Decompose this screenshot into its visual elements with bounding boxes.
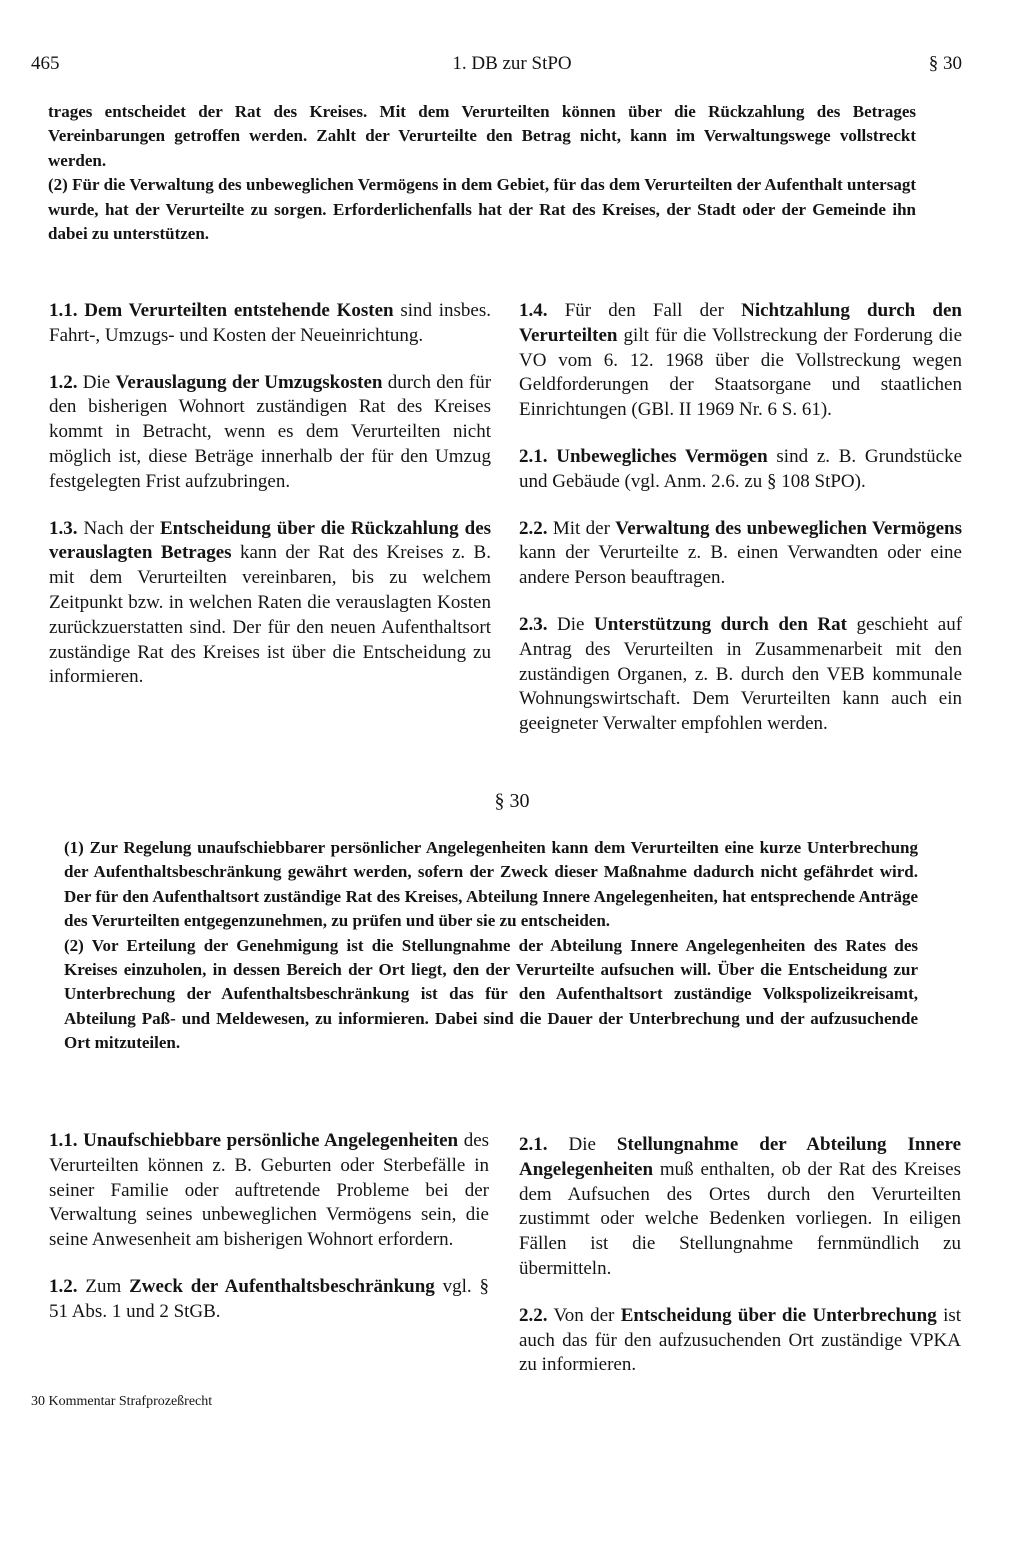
note-text: gilt für die Vollstreckung der Forderung die VO vom 6. 12. 1968 über die Vollstreckung wegen Geldforderungen der Staatsorgane und staatlichen Einrichtungen (GBl. II 1969 Nr. 6 S. 61). — [519, 324, 962, 421]
commentary-note — [49, 517, 491, 691]
note-pretext: Mit der — [552, 517, 610, 539]
commentary-note — [519, 299, 962, 423]
commentary-column-right — [519, 1133, 961, 1378]
law-paragraph: (1) Zur Regelung unaufschiebbarer persönlicher Angelegenheiten kann dem Verurteilten eine kurze Unterbrechung der Aufenthaltsbeschränkung gewährt werden, sofern der Zweck dieser Maßnahme dadurch nicht gefährdet wird. Der für den Aufenthaltsort zuständige Rat des Kreises, Abteilung Innere Angelegenheiten, hat entsprechende Anträge des Verurteilten entgegenzunehmen, zu prüfen und über sie zu entscheiden. — [64, 838, 918, 931]
note-text: vgl. § 51 Abs. 1 und 2 StGB. — [49, 1275, 490, 1322]
note-pretext: Die — [568, 1134, 596, 1155]
note-keyword: Verauslagung der Umzugskosten — [115, 371, 383, 393]
note-text: kann der Verurteilte z. B. einen Verwandten oder eine andere Person beauftragen. — [519, 542, 962, 589]
note-keyword: Dem Verurteilten entstehende Kosten — [84, 300, 394, 321]
note-number: 1.4. — [519, 300, 548, 321]
commentary-note — [49, 299, 491, 349]
note-text: ist auch das für den aufzusuchenden Ort zuständige VPKA zu informieren. — [519, 1304, 962, 1376]
note-number: 2.2. — [519, 517, 548, 539]
note-keyword: Entscheidung über die Unterbrechung — [620, 1304, 937, 1326]
note-pretext: Die — [82, 371, 111, 393]
note-number: 1.3. — [49, 517, 78, 539]
law-paragraph: (2) Für die Verwaltung des unbeweglichen Vermögens in dem Gebiet, für das dem Verurteilten der Aufenthalt untersagt wurde, hat der Verurteilte zu sorgen. Erforderlichenfalls hat der Rat des Kreises, der Stadt oder der Gemeinde ihn dabei zu unterstützen. — [48, 175, 916, 244]
note-pretext: Zum — [85, 1275, 122, 1297]
commentary-note — [519, 517, 962, 591]
commentary-note — [49, 1275, 489, 1325]
note-text: sind z. B. Grundstücke und Gebäude (vgl. Anm. 2.6. zu § 108 StPO). — [519, 445, 963, 492]
note-keyword: Stellungnahme der Abteilung Innere Angelegenheiten — [519, 1134, 962, 1180]
note-keyword: Entscheidung über die Rückzahlung des verauslagten Betrages — [49, 517, 492, 564]
note-text: muß enthalten, ob der Rat des Kreises dem Aufsuchen des Ortes durch den Verurteilten zustimmt oder welche Bedenken vorliegen. In eiligen Fällen ist die Stellungnahme fernmündlich zu übermitteln. — [519, 1158, 962, 1279]
commentary-note — [519, 1304, 961, 1378]
running-title: 1. DB zur StPO — [452, 53, 572, 74]
commentary-note — [49, 1129, 489, 1253]
law-text-section-30 — [64, 836, 918, 1056]
note-keyword: Zweck der Aufenthaltsbeschränkung — [129, 1275, 435, 1297]
note-text: geschieht auf Antrag des Verurteilten in Zusammenarbeit mit den zuständigen Organen, z. B. durch den VEB kommunale Wohnungswirtschaft. Dem Verurteilten kann auch ein geeigneter Verwalter empfohlen werden. — [519, 613, 963, 735]
note-number: 1.2. — [49, 371, 78, 393]
note-number: 2.3. — [519, 613, 548, 635]
note-keyword: Verwaltung des unbeweglichen Vermögens — [615, 517, 963, 539]
note-text: kann der Rat des Kreises z. B. mit dem Verurteilten vereinbaren, bis zu welchem Zeitpunkt bzw. in welchen Raten die verauslagten Kosten zurückzuerstatten sind. Der für den neuen Aufenthaltsort zuständige Rat des Kreises ist über die Entscheidung zu informieren. — [49, 542, 491, 688]
commentary-note — [519, 445, 962, 495]
commentary-column-left — [49, 299, 491, 690]
section-reference: § 30 — [928, 53, 962, 74]
commentary-note — [519, 1133, 961, 1282]
note-number: 1.1. — [49, 1130, 78, 1151]
note-text: durch den für den bisherigen Wohnort zuständigen Rat des Kreises kommt in Betracht, wenn es dem Verurteilten nicht möglich ist, diese Beträge innerhalb der für den Umzug festgelegten Frist aufzubringen. — [49, 371, 492, 492]
commentary-note — [49, 371, 491, 495]
note-pretext: Von der — [553, 1304, 615, 1326]
page-number: 465 — [31, 53, 60, 74]
note-pretext: Die — [557, 613, 585, 635]
note-number: 2.1. — [519, 1134, 548, 1155]
note-number: 1.2. — [49, 1275, 78, 1297]
law-paragraph: trages entscheidet der Rat des Kreises. Mit dem Verurteilten können über die Rückzahlung des Betrages Vereinbarungen getroffen werden. Zahlt der Verurteilte den Betrag nicht, kann im Verwaltungswege vollstreckt werden. — [48, 102, 916, 170]
law-text-continuation — [48, 100, 916, 246]
commentary-note — [519, 613, 962, 737]
note-pretext: Für den Fall der — [564, 300, 724, 321]
note-keyword: Nichtzahlung durch den Verurteilten — [519, 300, 962, 346]
note-number: 1.1. — [49, 300, 78, 321]
note-text: des Verurteilten können z. B. Geburten oder Sterbefälle in seiner Familie oder auftretende Probleme bei der Verwaltung seines unbeweglichen Vermögens sein, die seine Anwesenheit am bisherigen Wohnort erfordern. — [49, 1130, 490, 1251]
law-paragraph: (2) Vor Erteilung der Genehmigung ist die Stellungnahme der Abteilung Innere Angelegenheiten des Rates des Kreises einzuholen, in dessen Bereich der Ort liegt, den der Verurteilte aufsuchen will. Über die Entscheidung zur Unterbrechung der Aufenthaltsbeschränkung ist das für den Aufenthaltsort zuständige Volkspolizeikreisamt, Abteilung Paß- und Meldewesen, zu informieren. Dabei sind die Dauer der Unterbrechung und der aufzusuchende Ort mitzuteilen. — [64, 935, 918, 1053]
note-keyword: Unbewegliches Vermögen — [556, 445, 768, 467]
note-text: sind insbes. Fahrt-, Umzugs- und Kosten der Neueinrichtung. — [49, 300, 491, 346]
commentary-column-left — [49, 1129, 489, 1325]
section-heading: § 30 — [494, 790, 530, 812]
note-keyword: Unaufschiebbare persönliche Angelegenheiten — [83, 1130, 459, 1151]
note-number: 2.2. — [519, 1304, 548, 1326]
commentary-column-right — [519, 299, 962, 737]
footer-signature: 30 Kommentar Strafprozeßrecht — [31, 1394, 213, 1409]
note-keyword: Unterstützung durch den Rat — [593, 613, 847, 635]
note-pretext: Nach der — [83, 517, 154, 539]
note-number: 2.1. — [519, 445, 548, 467]
